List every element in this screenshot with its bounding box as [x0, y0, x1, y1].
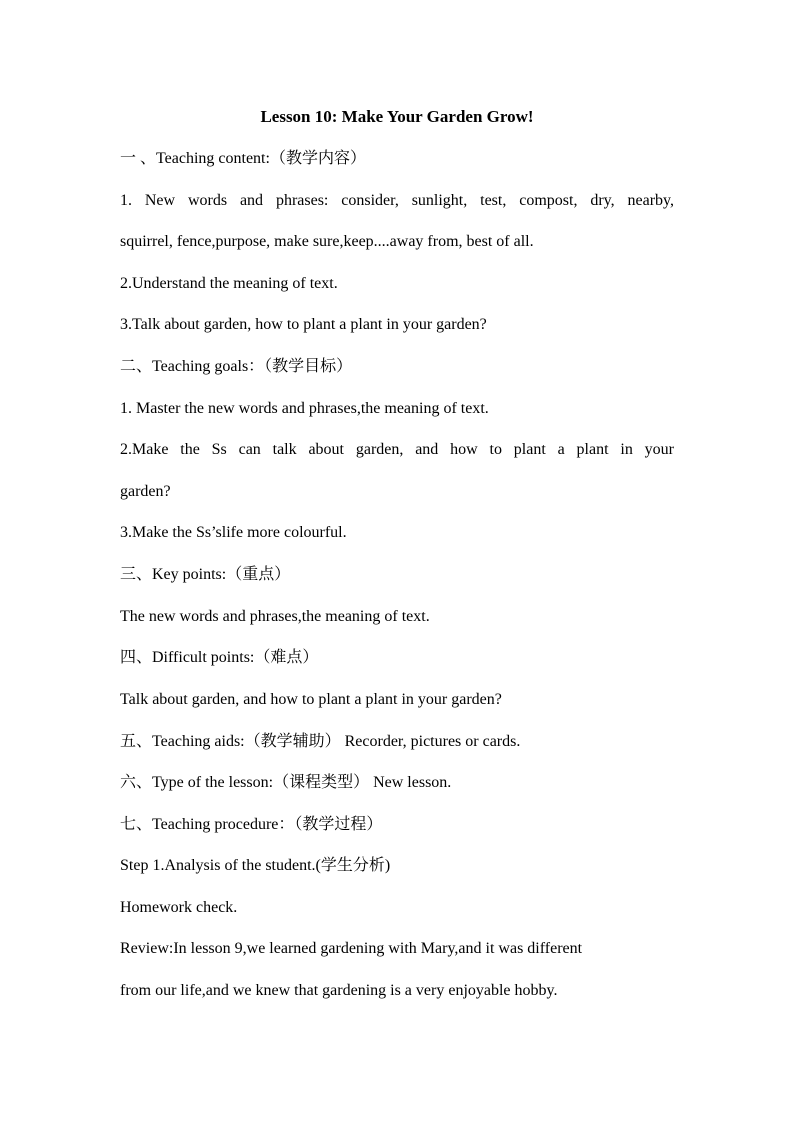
paragraph-make-ss-talk-line2: garden? [120, 483, 171, 500]
paragraph-new-words-line1: 1. New words and phrases: consider, sunlight, test, compost, dry, nearby, [120, 192, 674, 209]
lesson-title: Lesson 10: Make Your Garden Grow! [260, 107, 534, 126]
section-heading-difficult-points: 四、Difficult points:（难点） [120, 649, 319, 666]
paragraph-key-points: The new words and phrases,the meaning of text. [120, 608, 430, 625]
paragraph-review-line2: from our life,and we knew that gardening is a very enjoyable hobby. [120, 982, 558, 999]
paragraph-review-line1: Review:In lesson 9,we learned gardening with Mary,and it was different [120, 940, 583, 957]
paragraph-talk-about-garden: 3.Talk about garden, how to plant a plant in your garden? [120, 316, 487, 333]
section-heading-teaching-aids: 五、Teaching aids:（教学辅助） Recorder, pictures or cards. [120, 733, 521, 750]
paragraph-difficult-points: Talk about garden, and how to plant a plant in your garden? [120, 691, 502, 708]
paragraph-homework-check: Homework check. [120, 899, 238, 916]
paragraph-new-words-line2: squirrel, fence,purpose, make sure,keep....away from, best of all. [120, 233, 534, 250]
paragraph-life-colourful: 3.Make the Ss’slife more colourful. [120, 524, 347, 541]
section-heading-key-points: 三、Key points:（重点） [120, 566, 291, 583]
paragraph-understand-text: 2.Understand the meaning of text. [120, 275, 338, 292]
paragraph-master-words: 1. Master the new words and phrases,the meaning of text. [120, 400, 489, 417]
paragraph-step1: Step 1.Analysis of the student.(学生分析) [120, 857, 391, 874]
section-heading-teaching-procedure: 七、Teaching procedure：（教学过程） [120, 816, 383, 833]
section-heading-teaching-goals: 二、Teaching goals：（教学目标） [120, 358, 353, 375]
section-heading-type-of-lesson: 六、Type of the lesson:（课程类型） New lesson. [120, 774, 452, 791]
section-heading-teaching-content: 一 、Teaching content:（教学内容） [120, 150, 366, 167]
paragraph-make-ss-talk-line1: 2.Make the Ss can talk about garden, and how to plant a plant in your [120, 441, 674, 458]
